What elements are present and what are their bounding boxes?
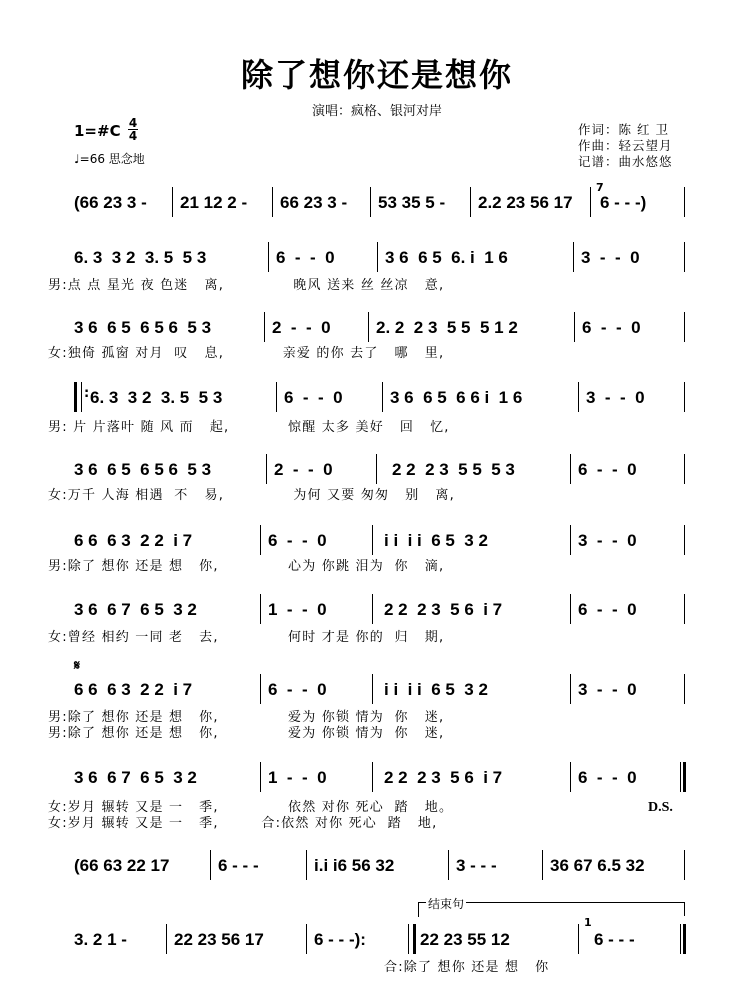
final-barline [680, 762, 686, 792]
measure: 3 6 6 7 6 5 3 2 [74, 768, 197, 787]
measure: 2. 2 2 3 5 5 5 1 2 [376, 318, 518, 337]
barline [166, 924, 167, 954]
measure: 22 23 56 17 [174, 930, 264, 949]
barline [578, 382, 579, 412]
measure: 3 6 6 7 6 5 3 2 [74, 600, 197, 619]
measure: 2 - - 0 [272, 318, 331, 337]
measure: 6 6 6 3 2 2 i 7 [74, 680, 193, 699]
segno-sign: 𝄋 [74, 658, 81, 674]
measure: 6. 3 3 2 3. 5 5 3 [90, 388, 223, 407]
barline [570, 674, 571, 704]
credit-transcriber: 记谱：曲水悠悠 [578, 154, 673, 169]
measure: 6 - - - [218, 856, 259, 875]
barline [578, 924, 579, 954]
barline [574, 312, 575, 342]
barline [260, 674, 261, 704]
barline [306, 850, 307, 880]
measure: i.i i6 56 32 [314, 856, 395, 875]
measure: 3 6 6 5 6 6 i 1 6 [390, 388, 523, 407]
lyric-line: 女:独倚 孤窗 对月 叹 息, 亲爱 的你 去了 哪 里, [48, 346, 445, 361]
barline [573, 242, 574, 272]
barline [684, 454, 685, 484]
barline [276, 382, 277, 412]
barline [377, 242, 378, 272]
barline [264, 312, 265, 342]
measure: 36 67 6.5 32 [550, 856, 645, 875]
measure: i i i i 6 5 3 2 [384, 531, 488, 550]
measure: 3 - - 0 [586, 388, 645, 407]
measure: 3. 2 1 - [74, 930, 127, 949]
measure: 6 - - 0 [268, 680, 327, 699]
measure: 1 - - 0 [268, 600, 327, 619]
barline [570, 454, 571, 484]
barline [684, 382, 685, 412]
intro-bar-1: (66 23 3 - [74, 193, 147, 212]
lyric-line: 男:除了 想你 还是 想 你, 心为 你跳 泪为 你 滴, [48, 559, 445, 574]
barline [372, 594, 373, 624]
barline [684, 850, 685, 880]
intro-bar-2: 21 12 2 - [180, 193, 248, 212]
barline [570, 525, 571, 555]
barline [684, 525, 685, 555]
barline [372, 674, 373, 704]
time-signature-top: 4 [128, 116, 138, 130]
credit-lyricist: 作词：陈 红 卫 [578, 122, 669, 137]
tempo-marking: ♩=66 思念地 [74, 152, 145, 166]
intro-volta-number: 7 [596, 181, 604, 194]
lyric-line: 男:点 点 星光 夜 色迷 离, 晚风 送来 丝 丝凉 意, [48, 278, 445, 293]
barline [684, 187, 685, 217]
credit-composer: 作曲：轻云望月 [578, 138, 673, 153]
time-signature [128, 117, 138, 142]
measure: 6 6 6 3 2 2 i 7 [74, 531, 193, 550]
barline [370, 187, 371, 217]
lyric-line: 男:除了 想你 还是 想 你, 爱为 你锁 情为 你 迷, [48, 710, 445, 725]
barline [272, 187, 273, 217]
barline [260, 525, 261, 555]
intro-bar-4: 53 35 5 - [378, 193, 446, 212]
volta-number: 1 [584, 916, 592, 929]
ending-bracket-end [684, 902, 685, 916]
barline [570, 594, 571, 624]
intro-bar-6: 6 - - -) [600, 193, 647, 212]
barline [470, 187, 471, 217]
measure: 6 - - 0 [284, 388, 343, 407]
barline [266, 454, 267, 484]
measure: 6 - - - [594, 930, 635, 949]
measure: 22 23 55 12 [420, 930, 510, 949]
measure: 6. 3 3 2 3. 5 5 3 [74, 248, 207, 267]
measure: 3 6 6 5 6 5 6 5 3 [74, 318, 212, 337]
intro-bar-3: 66 23 3 - [280, 193, 348, 212]
barline [542, 850, 543, 880]
barline [570, 762, 571, 792]
repeat-start-barline [74, 382, 82, 412]
barline [260, 762, 261, 792]
barline [210, 850, 211, 880]
barline [260, 594, 261, 624]
barline [684, 312, 685, 342]
repeat-end-barline [408, 924, 416, 954]
barline [172, 187, 173, 217]
measure: 2 2 2 3 5 6 i 7 [384, 600, 503, 619]
barline [372, 762, 373, 792]
barline [448, 850, 449, 880]
measure: i i i i 6 5 3 2 [384, 680, 488, 699]
barline [684, 674, 685, 704]
measure: 6 - - 0 [582, 318, 641, 337]
lyric-line: 女:曾经 相约 一同 老 去, 何时 才是 你的 归 期, [48, 630, 445, 645]
measure: 3 6 6 5 6. i 1 6 [385, 248, 508, 267]
lyric-line: 男:除了 想你 还是 想 你, 爱为 你锁 情为 你 迷, [48, 726, 445, 741]
ds-marking: D.S. [648, 800, 673, 815]
barline [306, 924, 307, 954]
measure: 6 - - 0 [578, 600, 637, 619]
barline [372, 525, 373, 555]
repeat-dots: : [84, 386, 90, 401]
barline [368, 312, 369, 342]
measure: 3 6 6 5 6 5 6 5 3 [74, 460, 212, 479]
lyric-line: 男: 片 片落叶 随 风 而 起, 惊醒 太多 美好 回 忆, [48, 420, 450, 435]
measure: 6 - - 0 [276, 248, 335, 267]
time-signature-bottom: 4 [128, 129, 138, 143]
measure: 6 - - 0 [268, 531, 327, 550]
measure: 6 - - 0 [578, 768, 637, 787]
ending-label: 结束句 [428, 897, 465, 911]
measure: 6 - - 0 [578, 460, 637, 479]
singers-line: 演唱：疯格、银河对岸 [311, 104, 442, 119]
measure: (66 63 22 17 [74, 856, 170, 875]
measure: 2 2 2 3 5 5 5 3 [392, 460, 515, 479]
lyric-line: 女:万千 人海 相遇 不 易, 为何 又要 匆匆 别 离, [48, 488, 455, 503]
measure: 3 - - - [456, 856, 497, 875]
song-title: 除了想你还是想你 [240, 56, 513, 94]
key-signature: 1=#C [74, 122, 121, 140]
barline [684, 242, 685, 272]
barline [268, 242, 269, 272]
measure: 1 - - 0 [268, 768, 327, 787]
measure: 3 - - 0 [578, 680, 637, 699]
measure: 3 - - 0 [581, 248, 640, 267]
barline [590, 187, 591, 217]
intro-bar-5: 2.2 23 56 17 [478, 193, 573, 212]
barline [376, 454, 377, 484]
measure: 3 - - 0 [578, 531, 637, 550]
lyric-line: 女:岁月 辗转 又是 一 季, 依然 对你 死心 踏 地。 [48, 800, 454, 815]
barline [382, 382, 383, 412]
lyric-line: 合:除了 想你 还是 想 你 [384, 960, 550, 975]
lyric-line: 女:岁月 辗转 又是 一 季, 合:依然 对你 死心 踏 地, [48, 816, 438, 831]
measure: 2 2 2 3 5 6 i 7 [384, 768, 503, 787]
final-barline [680, 924, 686, 954]
barline [684, 594, 685, 624]
measure: 6 - - -): [314, 930, 366, 949]
measure: 2 - - 0 [274, 460, 333, 479]
